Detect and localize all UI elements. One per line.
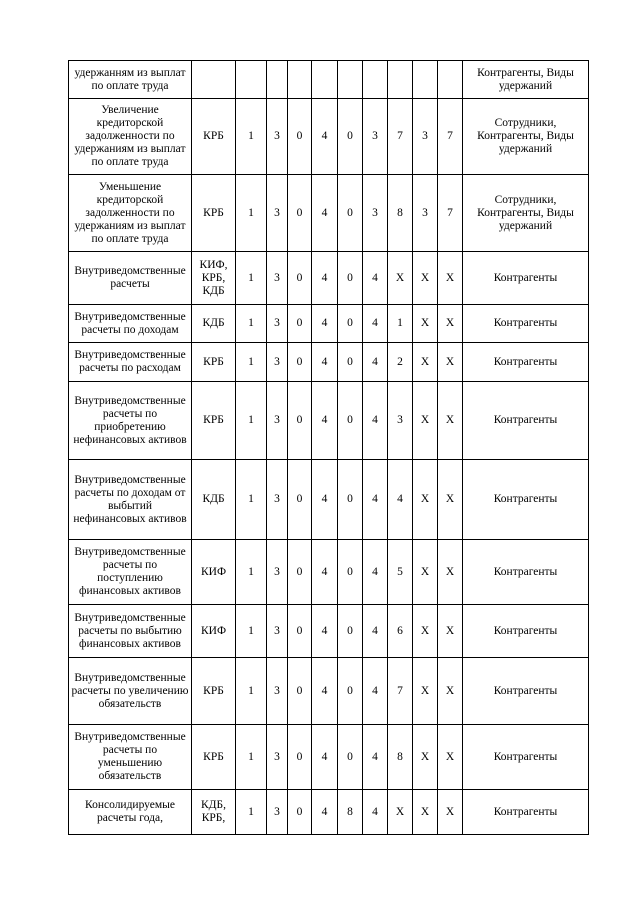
account-digit-cell: 0 — [338, 99, 363, 175]
account-digit-cell: 0 — [338, 658, 363, 725]
kfo-cell: КРБ — [192, 382, 236, 460]
analytics-cell: Контрагенты — [463, 252, 589, 305]
account-digit-cell — [338, 61, 363, 99]
account-digit-cell: 0 — [288, 305, 312, 343]
account-name-cell: Внутриведомственные расчеты по доходам — [69, 305, 192, 343]
account-name-cell: удержанням из выплат по оплате труда — [69, 61, 192, 99]
account-digit-cell — [236, 61, 267, 99]
table-row — [69, 382, 589, 460]
account-digit-cell: 0 — [288, 658, 312, 725]
table-row — [69, 252, 589, 305]
account-digit-cell: 4 — [363, 540, 388, 605]
account-digit-cell — [312, 61, 338, 99]
table-row — [69, 725, 589, 790]
account-digit-cell: 4 — [312, 790, 338, 835]
account-digit-cell: 7 — [438, 175, 463, 252]
account-digit-cell: X — [388, 790, 413, 835]
account-digit-cell: 3 — [388, 382, 413, 460]
account-digit-cell: 4 — [363, 343, 388, 382]
analytics-cell: Контрагенты — [463, 790, 589, 835]
account-digit-cell: X — [413, 658, 438, 725]
account-digit-cell: 3 — [413, 175, 438, 252]
account-digit-cell: 4 — [312, 382, 338, 460]
account-digit-cell — [388, 61, 413, 99]
analytics-cell: Контрагенты — [463, 540, 589, 605]
account-digit-cell: 0 — [288, 540, 312, 605]
account-digit-cell: 0 — [338, 175, 363, 252]
kfo-cell: КДБ — [192, 460, 236, 540]
account-digit-cell: 4 — [312, 658, 338, 725]
account-digit-cell — [438, 61, 463, 99]
account-digit-cell — [363, 61, 388, 99]
account-digit-cell: 3 — [363, 99, 388, 175]
account-digit-cell: 6 — [388, 605, 413, 658]
account-name-cell: Внутриведомственные расчеты по выбытию финансовых активов — [69, 605, 192, 658]
account-digit-cell: X — [438, 790, 463, 835]
account-digit-cell: 4 — [363, 252, 388, 305]
account-digit-cell: 4 — [312, 252, 338, 305]
account-digit-cell: X — [413, 460, 438, 540]
account-digit-cell: 1 — [388, 305, 413, 343]
account-digit-cell: 4 — [312, 725, 338, 790]
account-name-cell: Внутриведомственные расчеты по увеличению обязательств — [69, 658, 192, 725]
kfo-cell: КРБ — [192, 658, 236, 725]
account-digit-cell: X — [413, 725, 438, 790]
account-digit-cell: 1 — [236, 725, 267, 790]
account-name-cell: Внутриведомственные расчеты по расходам — [69, 343, 192, 382]
table-row — [69, 61, 589, 99]
table-row — [69, 790, 589, 835]
account-digit-cell: X — [413, 305, 438, 343]
account-digit-cell: 5 — [388, 540, 413, 605]
account-digit-cell: 1 — [236, 460, 267, 540]
account-digit-cell: 8 — [388, 725, 413, 790]
account-digit-cell: X — [413, 382, 438, 460]
account-digit-cell: 4 — [312, 305, 338, 343]
account-digit-cell: X — [438, 343, 463, 382]
account-digit-cell: X — [413, 605, 438, 658]
account-digit-cell: X — [438, 460, 463, 540]
kfo-cell: КРБ — [192, 99, 236, 175]
account-digit-cell: 7 — [438, 99, 463, 175]
account-digit-cell: 1 — [236, 252, 267, 305]
kfo-cell: КИФ — [192, 605, 236, 658]
account-name-cell: Внутриведомственные расчеты — [69, 252, 192, 305]
account-digit-cell: X — [413, 343, 438, 382]
account-digit-cell: 3 — [267, 658, 288, 725]
account-digit-cell: X — [438, 540, 463, 605]
account-digit-cell: 4 — [312, 605, 338, 658]
table-row — [69, 175, 589, 252]
account-digit-cell: 3 — [267, 305, 288, 343]
account-digit-cell — [288, 61, 312, 99]
account-digit-cell: 4 — [363, 658, 388, 725]
account-digit-cell: 4 — [363, 460, 388, 540]
account-digit-cell: 3 — [267, 175, 288, 252]
account-digit-cell: 8 — [388, 175, 413, 252]
account-digit-cell: 1 — [236, 790, 267, 835]
account-digit-cell — [413, 61, 438, 99]
analytics-cell: Контрагенты — [463, 658, 589, 725]
account-digit-cell: 7 — [388, 658, 413, 725]
analytics-cell: Сотрудники, Контрагенты, Виды удержаний — [463, 99, 589, 175]
account-digit-cell: X — [413, 252, 438, 305]
account-digit-cell: 3 — [413, 99, 438, 175]
account-digit-cell: 0 — [288, 175, 312, 252]
account-digit-cell: 1 — [236, 175, 267, 252]
account-digit-cell: 1 — [236, 540, 267, 605]
account-digit-cell: 0 — [288, 460, 312, 540]
account-digit-cell — [267, 61, 288, 99]
analytics-cell: Контрагенты — [463, 343, 589, 382]
account-digit-cell: X — [438, 658, 463, 725]
account-digit-cell: 3 — [267, 540, 288, 605]
account-name-cell: Внутриведомственные расчеты по поступлению финансовых активов — [69, 540, 192, 605]
table-row — [69, 343, 589, 382]
account-digit-cell: 0 — [288, 99, 312, 175]
analytics-cell: Контрагенты — [463, 725, 589, 790]
kfo-cell: КДБ — [192, 305, 236, 343]
account-digit-cell: 1 — [236, 605, 267, 658]
analytics-cell: Сотрудники, Контрагенты, Виды удержаний — [463, 175, 589, 252]
account-digit-cell: 1 — [236, 343, 267, 382]
account-digit-cell: 0 — [338, 540, 363, 605]
account-digit-cell: 1 — [236, 305, 267, 343]
account-digit-cell: X — [413, 790, 438, 835]
account-digit-cell: X — [438, 725, 463, 790]
account-name-cell: Увеличение кредиторской задолженности по удержаниям из выплат по оплате труда — [69, 99, 192, 175]
account-digit-cell: 4 — [363, 305, 388, 343]
analytics-cell: Контрагенты — [463, 460, 589, 540]
table-row — [69, 605, 589, 658]
account-digit-cell: 0 — [288, 252, 312, 305]
account-digit-cell: 4 — [312, 540, 338, 605]
account-name-cell: Консолидируемые расчеты года, — [69, 790, 192, 835]
analytics-cell: Контрагенты, Виды удержаний — [463, 61, 589, 99]
account-digit-cell: 0 — [288, 382, 312, 460]
account-digit-cell: 4 — [312, 99, 338, 175]
analytics-cell: Контрагенты — [463, 605, 589, 658]
account-digit-cell: 4 — [312, 175, 338, 252]
kfo-cell: КРБ — [192, 725, 236, 790]
kfo-cell: КРБ — [192, 175, 236, 252]
account-digit-cell: 0 — [338, 382, 363, 460]
account-digit-cell: 1 — [236, 658, 267, 725]
kfo-cell: КИФ — [192, 540, 236, 605]
account-digit-cell: 3 — [267, 605, 288, 658]
account-digit-cell: 1 — [236, 382, 267, 460]
account-name-cell: Внутриведомственные расчеты по доходам от выбытий нефинансовых активов — [69, 460, 192, 540]
account-digit-cell: 3 — [267, 252, 288, 305]
account-digit-cell: 0 — [338, 305, 363, 343]
kfo-cell: КРБ — [192, 343, 236, 382]
kfo-cell: КДБ, КРБ, — [192, 790, 236, 835]
account-digit-cell: X — [388, 252, 413, 305]
account-digit-cell: X — [413, 540, 438, 605]
account-digit-cell: 4 — [312, 343, 338, 382]
table-row — [69, 460, 589, 540]
analytics-cell: Контрагенты — [463, 305, 589, 343]
account-digit-cell: 0 — [338, 343, 363, 382]
kfo-cell — [192, 61, 236, 99]
table-row — [69, 305, 589, 343]
account-digit-cell: 0 — [288, 790, 312, 835]
account-digit-cell: 4 — [363, 382, 388, 460]
account-digit-cell: 4 — [312, 460, 338, 540]
account-digit-cell: 3 — [267, 790, 288, 835]
account-digit-cell: 4 — [363, 605, 388, 658]
account-digit-cell: 0 — [338, 725, 363, 790]
table-body — [69, 61, 589, 835]
account-digit-cell: X — [438, 252, 463, 305]
account-digit-cell: 0 — [338, 605, 363, 658]
account-digit-cell: 3 — [267, 382, 288, 460]
account-digit-cell: X — [438, 605, 463, 658]
account-name-cell: Внутриведомственные расчеты по приобретению нефинансовых активов — [69, 382, 192, 460]
account-digit-cell: 3 — [267, 343, 288, 382]
account-digit-cell: 3 — [267, 99, 288, 175]
account-digit-cell: 0 — [338, 252, 363, 305]
account-digit-cell: 2 — [388, 343, 413, 382]
account-digit-cell: X — [438, 382, 463, 460]
table-row — [69, 540, 589, 605]
account-digit-cell: 8 — [338, 790, 363, 835]
table-row — [69, 658, 589, 725]
account-digit-cell: X — [438, 305, 463, 343]
account-digit-cell: 4 — [363, 790, 388, 835]
accounts-table — [68, 60, 589, 835]
account-digit-cell: 4 — [388, 460, 413, 540]
account-digit-cell: 1 — [236, 99, 267, 175]
account-digit-cell: 3 — [363, 175, 388, 252]
account-digit-cell: 7 — [388, 99, 413, 175]
account-digit-cell: 3 — [267, 725, 288, 790]
account-digit-cell: 0 — [288, 343, 312, 382]
table-row — [69, 99, 589, 175]
account-name-cell: Внутриведомственные расчеты по уменьшению обязательств — [69, 725, 192, 790]
account-digit-cell: 4 — [363, 725, 388, 790]
analytics-cell: Контрагенты — [463, 382, 589, 460]
kfo-cell: КИФ, КРБ, КДБ — [192, 252, 236, 305]
account-digit-cell: 3 — [267, 460, 288, 540]
account-digit-cell: 0 — [288, 725, 312, 790]
account-name-cell: Уменьшение кредиторской задолженности по удержаниям из выплат по оплате труда — [69, 175, 192, 252]
account-digit-cell: 0 — [288, 605, 312, 658]
account-digit-cell: 0 — [338, 460, 363, 540]
